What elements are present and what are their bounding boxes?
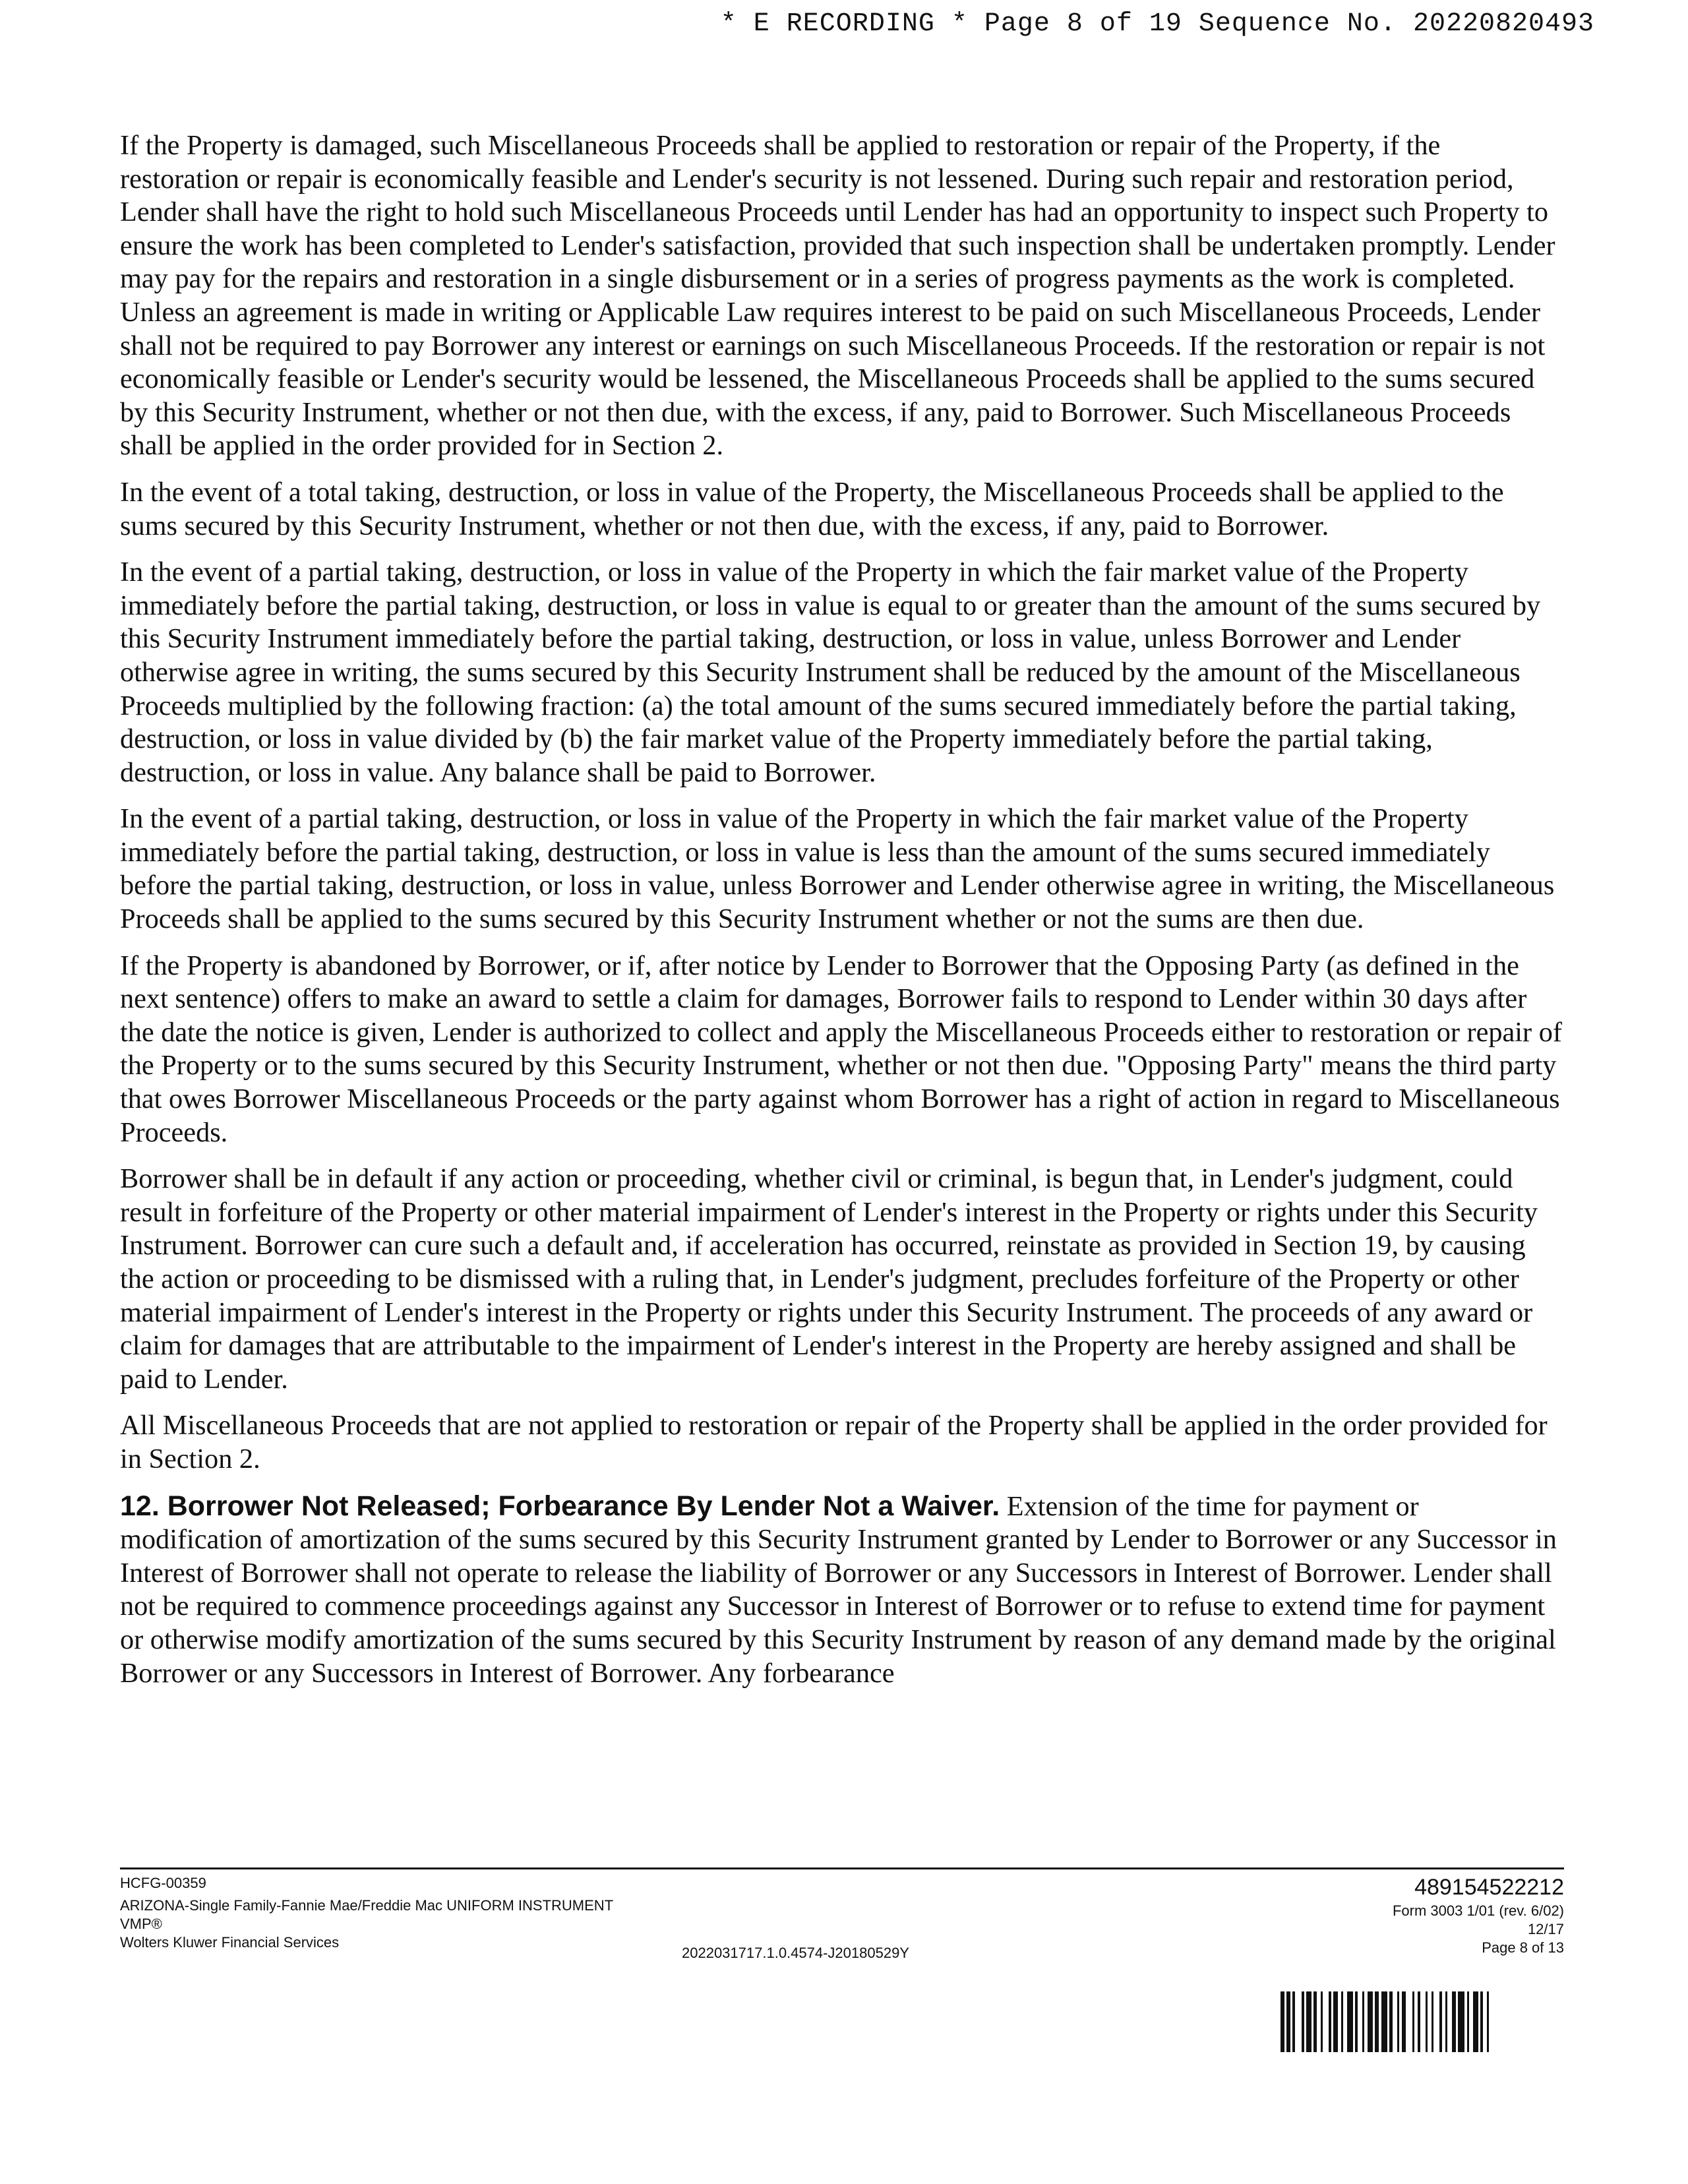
paragraph-abandonment: If the Property is abandoned by Borrower, or if, after notice by Lender to Borrower that the Opposing Party (as defined in the next sentence) offers to make an award to settle a claim for damages, Borrower fails to respond to Lender within 30 days after the date the notice is given, Lender is authorized to collect and apply the Miscellaneous Proceeds either to restoration or repair of the Property or to the sums secured by this Security Instrument, whether or not then due. "Opposing Party" means the third party that owes Borrower Miscellaneous Proceeds or the party against whom Borrower has a right of action in regard to Miscellaneous Proceeds. [120,950,1562,1148]
barcode-icon [1281,1991,1564,2052]
recording-header: * E RECORDING * Page 8 of 19 Sequence No. 20220820493 [720,9,1594,39]
page-footer [120,1874,1564,2059]
paragraph-partial-taking-less: In the event of a partial taking, destruction, or loss in value of the Property in which the fair market value of the Property immediately before the partial taking, destruction, or loss in value is less than the amount of the sums secured immediately before the partial taking, destruction, or loss in value, unless Borrower and Lender otherwise agree in writing, the Miscellaneous Proceeds shall be applied to the sums secured by this Security Instrument whether or not the sums are then due. [120,803,1555,935]
document-id: 2022031717.1.0.4574-J20180529Y [682,1945,909,1961]
section-12 [120,1490,1564,1691]
revision-date: 12/17 [1527,1921,1564,1937]
paragraph-partial-taking-greater: In the event of a partial taking, destruction, or loss in value of the Property in which the fair market value of the Property immediately before the partial taking, destruction, or loss in value is equal to or greater than the amount of the sums secured by this Security Instrument immediately before the partial taking, destruction, or loss in value, unless Borrower and Lender otherwise agree in writing, the sums secured by this Security Instrument shall be reduced by the amount of the Miscellaneous Proceeds multiplied by the following fraction: (a) the total amount of the sums secured immediately before the partial taking, destruction, or loss in value divided by (b) the fair market value of the Property immediately before the partial taking, destruction, or loss in value. Any balance shall be paid to Borrower. [120,557,1541,788]
page-number: Page 8 of 13 [1482,1939,1564,1956]
paragraph-order-of-application: All Miscellaneous Proceeds that are not applied to restoration or repair of the Property shall be applied in the order provided for in Section 2. [120,1410,1548,1474]
paragraph-default: Borrower shall be in default if any action or proceeding, whether civil or criminal, is begun that, in Lender's judgment, could result in forfeiture of the Property or other material impairment of Lender's interest in the Property or rights under this Security Instrument. Borrower can cure such a default and, if acceleration has occurred, reinstate as provided in Section 19, by causing the action or proceeding to be dismissed with a ruling that, in Lender's judgment, precludes forfeiture of the Property or other material impairment of Lender's interest in the Property or rights under this Security Instrument. The proceeds of any award or claim for damages that are attributable to the impairment of Lender's interest in the Property are hereby assigned and shall be paid to Lender. [120,1163,1538,1395]
document-body [120,129,1564,1703]
footer-right [1393,1874,1564,1957]
form-number: Form 3003 1/01 (rev. 6/02) [1392,1902,1564,1919]
instrument-title: ARIZONA-Single Family-Fannie Mae/Freddie Mac UNIFORM INSTRUMENT [120,1897,614,1914]
publisher: Wolters Kluwer Financial Services [120,1934,340,1951]
footer-left [120,1874,613,1952]
section-12-text: Extension of the time for payment or modification of amortization of the sums secured by this Security Instrument granted by Lender to Borrower or any Successor in Interest of Borrower shall not operate to release the liability of Borrower or any Successors in Interest of Borrower. Lender shall not be required to commence proceedings against any Successor in Interest of Borrower or to refuse to extend time for payment or otherwise modify amortization of the sums secured by this Security Instrument by reason of any demand made by the original Borrower or any Successors in Interest of Borrower. Any forbearance [120,1490,1557,1689]
vmp-mark: VMP® [120,1916,162,1932]
paragraph-restoration: If the Property is damaged, such Miscellaneous Proceeds shall be applied to restoration or repair of the Property, if the restoration or repair is economically feasible and Lender's security is not lessened. During such repair and restoration period, Lender shall have the right to hold such Miscellaneous Proceeds until Lender has had an opportunity to inspect such Property to ensure the work has been completed to Lender's satisfaction, provided that such inspection shall be undertaken promptly. Lender may pay for the repairs and restoration in a single disbursement or in a series of progress payments as the work is completed. Unless an agreement is made in writing or Applicable Law requires interest to be paid on such Miscellaneous Proceeds, Lender shall not be required to pay Borrower any interest or earnings on such Miscellaneous Proceeds. If the restoration or repair is not economically feasible or Lender's security would be lessened, the Miscellaneous Proceeds shall be applied to the sums secured by this Security Instrument, whether or not then due, with the excess, if any, paid to Borrower. Such Miscellaneous Proceeds shall be applied in the order provided for in Section 2. [120,130,1555,462]
section-12-heading: 12. Borrower Not Released; Forbearance By Lender Not a Waiver. [120,1490,1000,1522]
loan-number: 489154522212 [1414,1875,1564,1900]
form-code: HCFG-00359 [120,1875,206,1891]
footer-divider [120,1867,1564,1869]
paragraph-total-taking: In the event of a total taking, destruction, or loss in value of the Property, the Miscellaneous Proceeds shall be applied to the sums secured by this Security Instrument, whether or not then due, with the excess, if any, paid to Borrower. [120,476,1504,541]
